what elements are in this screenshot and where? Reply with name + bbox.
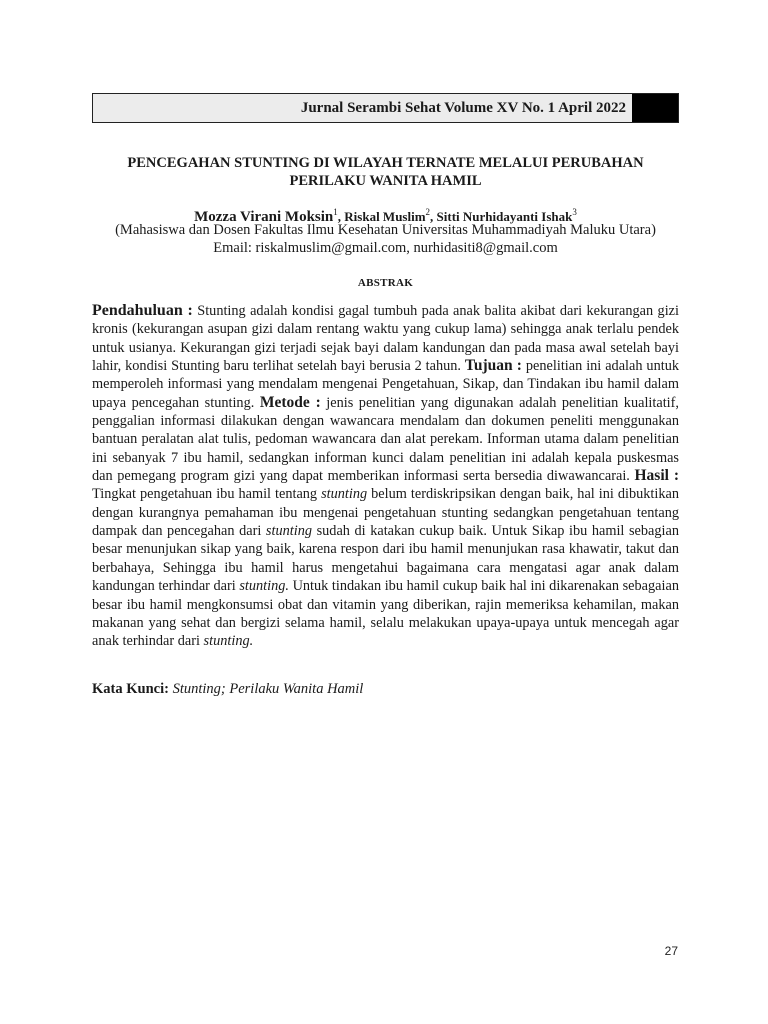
- pendahuluan-label: Pendahuluan :: [92, 302, 193, 319]
- abstract-body: [92, 302, 679, 651]
- author-name-3: Sitti Nurhidayanti Ishak: [436, 208, 573, 224]
- author-affiliation: (Mahasiswa dan Dosen Fakultas Ilmu Kesehatan Universitas Muhammadiyah Maluku Utara): [115, 222, 656, 238]
- keywords: [92, 680, 679, 698]
- page-number: 27: [664, 944, 678, 958]
- hasil-text-3: sudah di katakan cukup baik. Untuk Sikap ibu hamil sebagian besar menunjukan sikap yang baik, karena respon dari ibu hamil menunjukan rasa khawatir, takut dan berbahaya, Sehingga ibu hamil harus mengetahui bagaimana cara mengatasi agar anak dalam kandungan terhindar dari: [92, 523, 679, 595]
- metode-text: jenis penelitian yang digunakan adalah penelitian kualitatif, penggalian informasi dilakukan dengan wawancara mendalam dan dokumen peneliti menggunakan bantuan peralatan alat tulis, pedoman wawancara dan alat perekam. Informan utama dalam penelitian ini sebanyak 7 ibu hamil, sedangkan informan kunci dalam penelitian ini adalah kepala puskesmas dan pemegang program gizi yang dapat memberikan informasi serta bersedia diwawancarai.: [92, 394, 679, 485]
- hasil-text-1: Tingkat pengetahuan ibu hamil tentang: [92, 486, 322, 503]
- author-sep-2: ,: [430, 208, 437, 224]
- header-black-block: [632, 94, 678, 122]
- stunting-term-3: stunting.: [239, 578, 289, 595]
- stunting-term-1: stunting: [321, 486, 368, 503]
- stunting-term-4: stunting.: [203, 633, 254, 650]
- author-sup-3: 3: [572, 207, 577, 217]
- hasil-text-4: Untuk tindakan ibu hamil cukup baik hal ini dikarenakan sebagaian besar ibu hamil mengkonsumsi obat dan vitamin yang diberikan, rajin memeriksa kehamilan, makan makanan yang sehat dan bergizi selama hamil, selalu melakukan upaya-upaya untuk mencegah agar anak terhindar dari: [92, 578, 679, 650]
- tujuan-text: penelitian ini adalah untuk memperoleh informasi yang mendalam mengenai Pengetahuan, Sikap, dan Tindakan ibu hamil dalam upaya pencegahan stunting.: [92, 358, 679, 411]
- paper-title: [92, 154, 679, 190]
- tujuan-label: Tujuan :: [464, 357, 522, 375]
- journal-header-title: Jurnal Serambi Sehat Volume XV No. 1 April 2022: [93, 94, 632, 122]
- author-sup-1: 1: [333, 207, 338, 217]
- keywords-label: Kata Kunci:: [92, 681, 169, 697]
- pendahuluan-text: Stunting adalah kondisi gagal tumbuh pada anak balita akibat dari kekurangan gizi kronis (kekurangan asupan gizi dalam rentang waktu yang cukup lama) sehingga anak terlalu pendek untuk usianya. Kekurangan gizi terjadi sejak bayi dalam kandungan dan pada masa awal setelah bayi lahir, kondisi Stunting baru terlihat setelah bayi berusia 2 tahun.: [92, 303, 679, 375]
- author-name-1: Mozza Virani Moksin: [194, 208, 334, 225]
- metode-label: Metode :: [259, 393, 321, 411]
- hasil-label: Hasil :: [634, 467, 680, 485]
- paper-title-line2: PERILAKU WANITA HAMIL: [289, 173, 482, 189]
- stunting-term-2: stunting: [265, 523, 312, 540]
- author-sup-2: 2: [425, 207, 431, 217]
- author-email: Email: riskalmuslim@gmail.com, nurhidasiti8@gmail.com: [213, 240, 558, 256]
- journal-header-bar: [92, 93, 679, 123]
- hasil-text-2: belum terdiskripsikan dengan baik, hal ini dibuktikan dengan kurangnya pemahaman ibu mengenai pengetahuan stunting sedangkan pengetahuan tentang dampak dan pencegahan dari: [92, 486, 679, 540]
- keywords-value: Stunting; Perilaku Wanita Hamil: [168, 681, 364, 697]
- author-sep-1: ,: [337, 208, 345, 224]
- paper-title-line1: PENCEGAHAN STUNTING DI WILAYAH TERNATE MELALUI PERUBAHAN: [127, 155, 644, 171]
- author-name-2: Riskal Muslim: [344, 208, 426, 224]
- abstract-heading: ABSTRAK: [357, 277, 414, 289]
